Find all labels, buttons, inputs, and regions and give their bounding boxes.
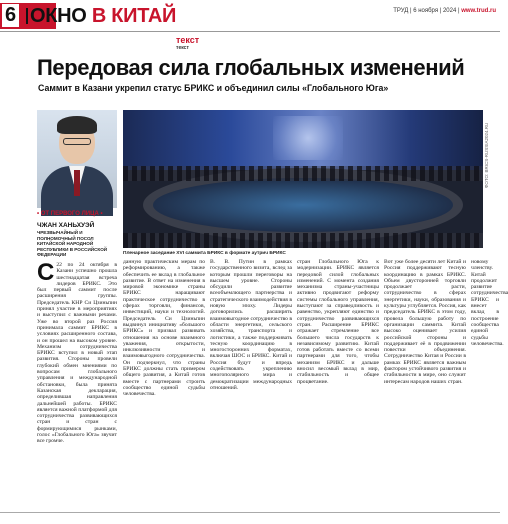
- column-4-text: стран Глобального Юга к модернизации. БРИКС является передовой силой глобальных изменений. С момента создания механизма страны-участницы активно продвигают реформу системы глобального управления, выступают за справедливость и равенство, укрепляют единство и сотрудничество развивающихся стран. Расширение БРИКС отражает стремление все большего числа государств к независимому развитию. Китай готов работать вместе со всеми партнерами для того, чтобы механизм БРИКС и дальше вносил весомый вклад в мир, стабильность и общее процветание.: [297, 259, 379, 385]
- issue-info: [393, 8, 496, 14]
- article-lead: Саммит в Казани укрепил статус БРИКС и объединил силы «Глобального Юга»: [38, 83, 389, 93]
- column-2-text: данную практическим мерам по реформированию, а также обеспечить ее вклад в глобальное развитие. В ответ на изменения в мировой экономике страны БРИКС наращивают практическое сотрудничество в сферах торговли, финансов, инвестиций, науки и технологий. Председатель Си Цзиньпин выдвинул инициативу «большого БРИКС» и призвал развивать отношения на основе взаимного уважения, открытости, инклюзивности и взаимовыгодного сотрудничества. Он подчеркнул, что страны БРИКС должны стать примером общего развития, а Китай готов вместе с партнерами строить сообщество единой судьбы человечества.: [123, 259, 205, 398]
- portrait-glasses: [63, 138, 91, 145]
- rubric-sublabel: текст: [176, 45, 189, 51]
- author-position: ЧРЕЗВЫЧАЙНЫЙ И ПОЛНОМОЧНЫЙ ПОСОЛ КИТАЙСКОЙ НАРОДНОЙ РЕСПУБЛИКИ В РОССИЙСКОЙ ФЕДЕРАЦИИ: [37, 230, 108, 258]
- column-6-text: новому членству. Китай продолжит развитие сотрудничества БРИКС и внесет вклад в построение сообщества единой судьбы человечества.: [471, 259, 508, 347]
- page-number: 6: [2, 4, 19, 27]
- body-column-6: [471, 259, 508, 513]
- footer-rule: [0, 512, 500, 513]
- body-column-5: [384, 259, 466, 513]
- body-column-1: [37, 259, 117, 524]
- section-highlight: В КИТАЙ: [91, 5, 177, 27]
- portrait-hair: [57, 116, 97, 134]
- page-header: [0, 0, 500, 32]
- column-5-text: Вот уже более десяти лет Китай и Россия поддерживают тесную координацию в рамках БРИКС. Объем двусторонней торговли продолжает расти, сотрудничество в сферах энергетики, науки, образования и культуры углубляется. Россия, как председатель БРИКС в этом году, провела большую работу по организации саммита. Китай высоко оценивает усилия российской стороны и поддерживает её в продвижении повестки объединения. Сотрудничество Китая и России в рамках БРИКС является важным фактором устойчивого развития и стабильности в мире, оно служит интересам народов наших стран.: [384, 259, 466, 385]
- column-1-text: 22 по 24 октября в Казани успешно прошла шестнадцатая встреча лидеров БРИКС. Это был первый саммит после расширения группы. Председатель КНР Си Цзиньпин принял участие в мероприятиях и выступил с важными речами. Уже во второй раз Россия принимала саммит БРИКС в условиях расширенного состава, и он прошел на высоком уровне. Механизм сотрудничества БРИКС вступил в новый этап развития. Стороны провели глубокий обмен мнениями по вопросам глобального управления и международной обстановки, была принята Казанская декларация, определившая направления дальнейшей работы. БРИКС является важной платформой для сотрудничества развивающихся стран и стран с формирующимися рынками, голос «Глобального Юга» звучит все громче.: [37, 262, 117, 445]
- issue-date: ТРУД | 6 ноября | 2024 |: [393, 8, 460, 14]
- author-portrait: [37, 110, 117, 208]
- photo-credit: ФОТО: BRICS-RUSSIA2024.RU: [484, 122, 489, 188]
- author-name: ЧЖАН ХАНЬХУЭЙ: [37, 222, 95, 229]
- body-column-4: [297, 259, 379, 513]
- body-column-3: [210, 259, 292, 513]
- author-tag: • ОТ ПЕРВОГО ЛИЦА •: [37, 211, 103, 217]
- column-3-text: В. В. Путин в рамках государственного визита, вслед за которым прошли переговоры на высшем уровне. Стороны обсудили развитие всеобъемлющего партнерства и стратегического взаимодействия в новую эпоху. Лидеры договорились расширять взаимовыгодное сотрудничество в области энергетики, сельского хозяйства, транспорта и логистики, а также поддерживать тесную координацию в многосторонних форматах, включая ШОС и БРИКС. Китай и Россия будут и впредь содействовать укреплению многополярного мира и демократизации международных отношений.: [210, 259, 292, 391]
- header-divider: [26, 8, 28, 24]
- section-prefix: ОКНО: [30, 5, 87, 27]
- photo-screen-glow: [273, 116, 343, 160]
- rubric-label: текст: [176, 35, 200, 45]
- portrait-tie: [74, 170, 80, 196]
- section-title: [30, 5, 176, 28]
- drop-cap: С: [37, 259, 55, 286]
- photo-delegates: [123, 166, 483, 248]
- photo-caption: Пленарное заседание XVI саммита БРИКС в формате аутрич БРИКС: [123, 251, 286, 256]
- summit-photo: [123, 110, 483, 248]
- body-column-2: [123, 259, 205, 513]
- site-link[interactable]: www.trud.ru: [461, 8, 496, 14]
- header-rule: [0, 31, 500, 32]
- article-title: Передовая сила глобальных изменений: [37, 55, 465, 80]
